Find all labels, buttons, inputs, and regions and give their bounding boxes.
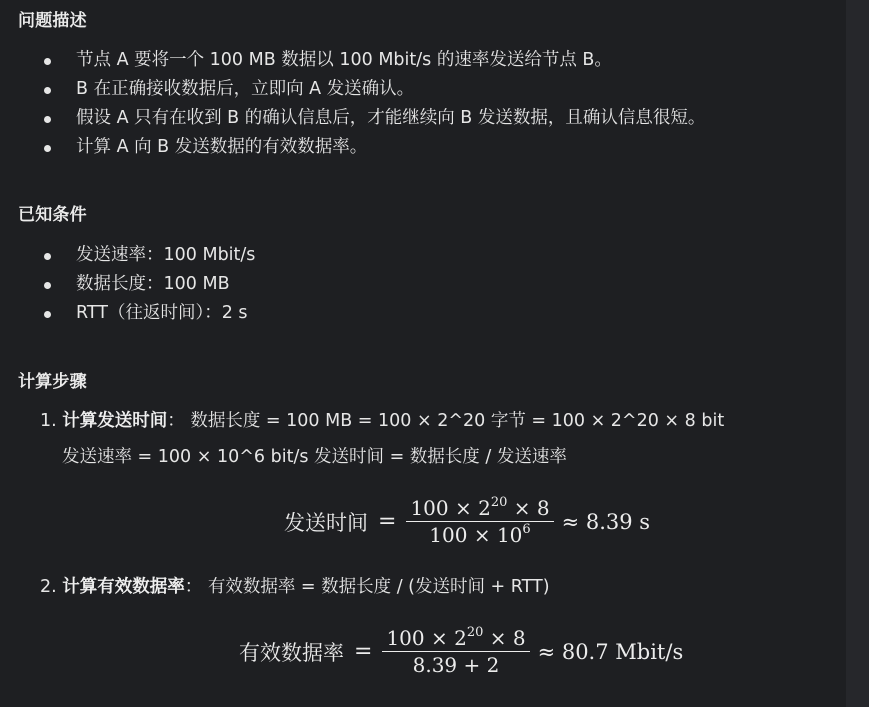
fraction-denominator: 8.39 + 2 [412,653,500,677]
problem-list [44,46,705,162]
formula-fraction [406,495,553,548]
step-colon: ： [167,411,185,431]
formula-equals: = [378,509,397,534]
formula-result: ≈ 80.7 Mbit/s [537,639,684,664]
list-item: RTT（往返时间）：2 s [44,299,255,328]
step-number: 2. [40,577,57,597]
list-item: 假设 A 只有在收到 B 的确认信息后，才能继续向 B 发送数据，且确认信息很短。 [44,104,705,133]
formula-effective-rate [239,625,683,678]
formula-lhs: 发送时间 [284,510,368,535]
step-text: 有效数据率 = 数据长度 / (发送时间 + RTT) [207,577,550,597]
section-title-known: 已知条件 [18,205,87,225]
step-colon: ： [184,577,203,597]
list-item: 节点 A 要将一个 100 MB 数据以 100 Mbit/s 的速率发送给节点 B。 [44,46,705,75]
step-1-continuation: 发送速率 = 100 × 10^6 bit/s 发送时间 = 数据长度 / 发送速率 [62,447,567,467]
step-label: 计算发送时间 [62,411,168,431]
list-item: B 在正确接收数据后，立即向 A 发送确认。 [44,75,705,104]
formula-equals: = [354,639,373,664]
step-label: 计算有效数据率 [62,577,185,597]
formula-fraction [382,625,529,678]
step-number: 1. [40,411,57,431]
formula-result: ≈ 8.39 s [561,509,651,534]
section-title-steps: 计算步骤 [18,372,87,392]
step-text: 数据长度 = 100 MB = 100 × 2^20 字节 = 100 × 2^20 × 8 bit [190,411,725,431]
list-item: 发送速率：100 Mbit/s [44,241,255,270]
fraction-denominator: $100 \times 10^6$ [429,522,531,547]
list-item: 数据长度：100 MB [44,270,255,299]
known-list [44,241,255,328]
formula-send-time [284,495,650,548]
scrollbar-track[interactable] [846,0,869,707]
section-title-problem: 问题描述 [18,11,87,31]
formula-lhs: 有效数据率 [239,640,344,665]
step-1 [40,407,724,436]
step-2 [40,573,550,602]
fraction-numerator: $100 \times 2^{20} \times 8$ [386,625,526,650]
list-item: 计算 A 向 B 发送数据的有效数据率。 [44,133,705,162]
fraction-numerator: $100 \times 2^{20} \times 8$ [410,495,550,520]
